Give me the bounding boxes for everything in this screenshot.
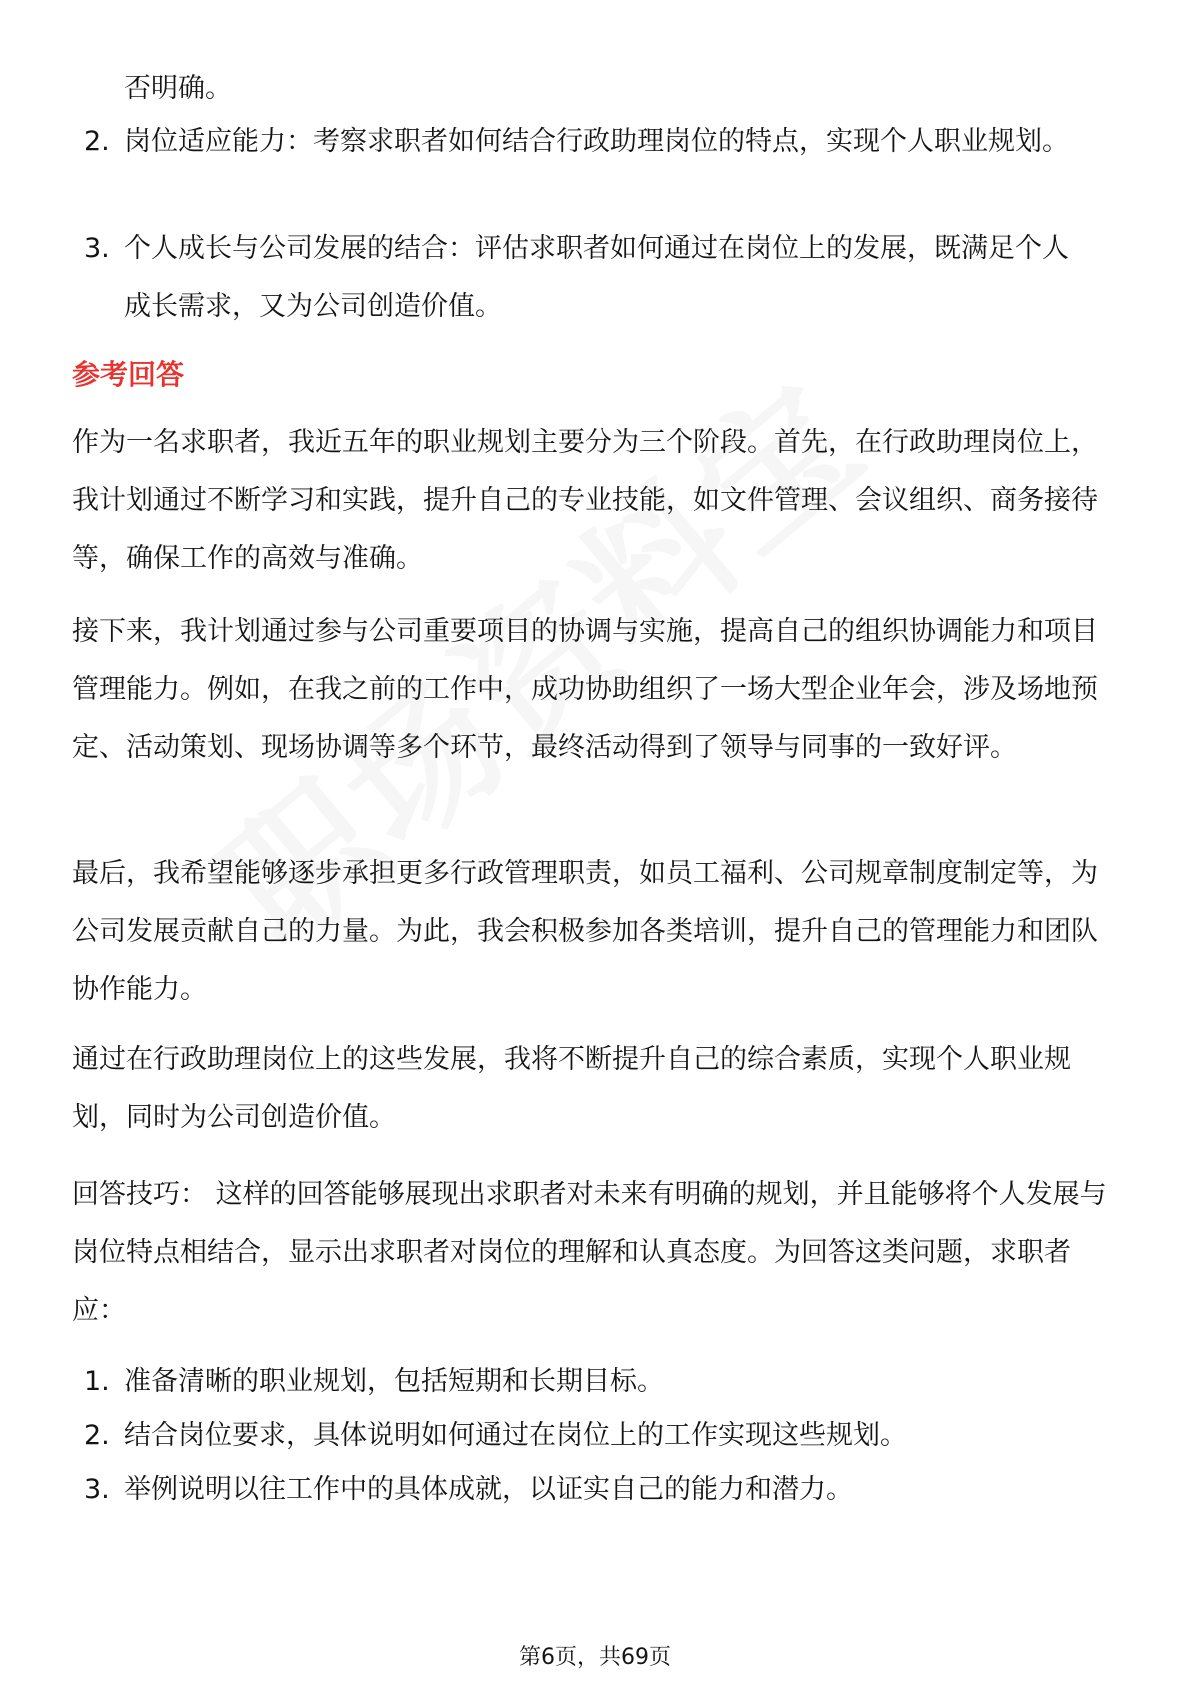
tips-list-item — [84, 1461, 1094, 1519]
paragraph: 最后，我希望能够逐步承担更多行政管理职责，如员工福利、公司规章制度制定等，为公司发展贡献自己的力量。为此，我会积极参加各类培训，提升自己的管理能力和团队协作能力。 — [72, 858, 1098, 1005]
list-number: 3. — [84, 233, 110, 264]
tips-list-item — [84, 1407, 1094, 1465]
criteria-list-item — [84, 113, 1094, 171]
section-heading: 参考回答 — [72, 358, 185, 391]
tips-list-item — [84, 1353, 1094, 1411]
paragraph: 作为一名求职者，我近五年的职业规划主要分为三个阶段。首先，在行政助理岗位上，我计划通过不断学习和实践，提升自己的专业技能，如文件管理、会议组织、商务接待等，确保工作的高效与准确。 — [72, 427, 1098, 574]
page-footer: 第6页，共69页 — [519, 1645, 671, 1670]
list-number: 3. — [84, 1474, 110, 1505]
list-item-text: 结合岗位要求，具体说明如何通过在岗位上的工作实现这些规划。 — [124, 1420, 907, 1451]
list-item-text: 准备清晰的职业规划，包括短期和长期目标。 — [124, 1366, 664, 1397]
list-item-text: 岗位适应能力：考察求职者如何结合行政助理岗位的特点，实现个人职业规划。 — [124, 126, 1069, 157]
paragraph: 接下来，我计划通过参与公司重要项目的协调与实施，提高自己的组织协调能力和项目管理能力。例如，在我之前的工作中，成功协助组织了一场大型企业年会，涉及场地预定、活动策划、现场协调等多个环节，最终活动得到了领导与同事的一致好评。 — [72, 616, 1098, 763]
answer-tips-paragraph: 回答技巧： 这样的回答能够展现出求职者对未来有明确的规划，并且能够将个人发展与岗位特点相结合，显示出求职者对岗位的理解和认真态度。为回答这类问题，求职者应： — [72, 1179, 1107, 1326]
list-number: 2. — [84, 1420, 110, 1451]
criteria-list-item — [84, 220, 1094, 336]
list-continuation-text: 否明确。 — [124, 73, 232, 104]
paragraph: 通过在行政助理岗位上的这些发展，我将不断提升自己的综合素质，实现个人职业规划，同时为公司创造价值。 — [72, 1044, 1071, 1133]
list-item-text: 举例说明以往工作中的具体成就，以证实自己的能力和潜力。 — [124, 1474, 853, 1505]
list-item-text: 个人成长与公司发展的结合：评估求职者如何通过在岗位上的发展，既满足个人成长需求，又为公司创造价值。 — [124, 233, 1069, 322]
list-number: 2. — [84, 126, 110, 157]
list-number: 1. — [84, 1366, 110, 1397]
